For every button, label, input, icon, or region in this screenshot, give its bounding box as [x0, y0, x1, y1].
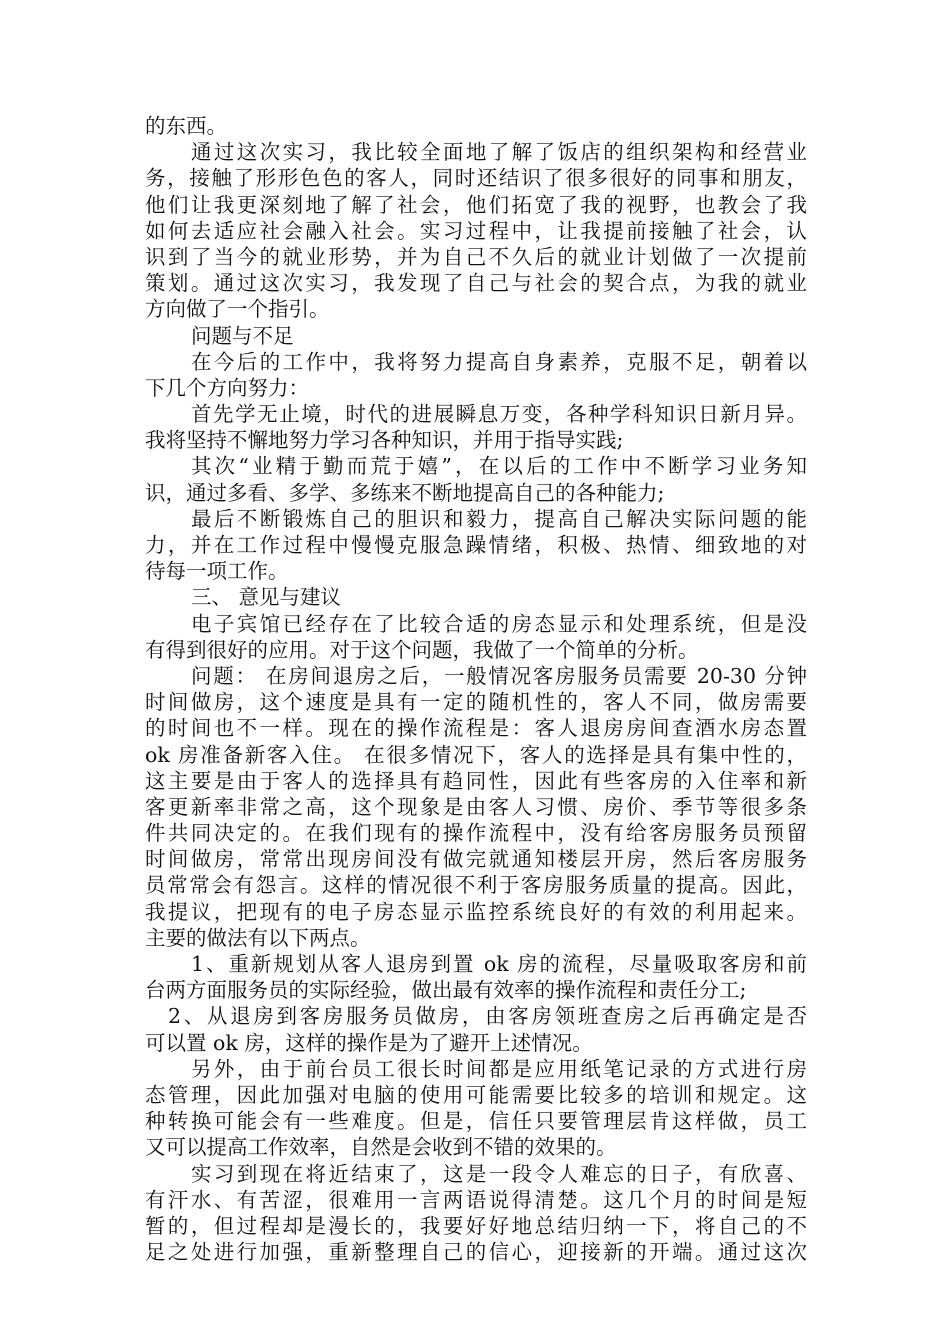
text-line: 我将坚持不懈地努力学习各种知识，并用于指导实践;	[145, 428, 624, 453]
text-line: 时间做房，常常出现房间没有做完就通知楼层开房，然后客房服务	[145, 847, 807, 872]
text-line: 1、重新规划从客人退房到置 ok 房的流程，尽量吸取客房和前	[191, 952, 807, 976]
text-line: 主要的做法有以下两点。	[145, 925, 371, 950]
text-line: 又可以提高工作效率，自然是会收到不错的效果的。	[145, 1135, 617, 1160]
text-line: 的时间也不一样。现在的操作流程是：客人退房房间查酒水房态置	[145, 716, 807, 741]
text-line: 有汗水、有苦涩，很难用一言两语说得清楚。这几个月的时间是短	[145, 1187, 807, 1212]
text-line: 力，并在工作过程中慢慢克服急躁情绪，积极、热情、细致地的对	[145, 533, 807, 557]
text-line: 的东西。	[145, 114, 227, 138]
text-line: 通过这次实习，我比较全面地了解了饭店的组织架构和经营业	[191, 140, 807, 165]
text-line: 实习到现在将近结束了，这是一段令人难忘的日子，有欣喜、	[191, 1161, 807, 1186]
text-line: 问题与不足	[191, 323, 294, 348]
text-line: 员常常会有怨言。这样的情况很不利于客房服务质量的提高。因此，	[145, 873, 807, 898]
text-line: 待每一项工作。	[145, 559, 289, 584]
text-line: 我提议，把现有的电子房态显示监控系统良好的有效的利用起来。	[145, 899, 807, 924]
text-line: 时间做房，这个速度是具有一定的随机性的，客人不同，做房需要	[145, 690, 807, 715]
text-line: 他们让我更深刻地了解了社会，他们拓宽了我的视野，也教会了我	[145, 192, 807, 217]
text-line: 识，通过多看、多学、多练来不断地提高自己的各种能力;	[145, 480, 665, 505]
text-line: 这主要是由于客人的选择具有趋同性，因此有些客房的入住率和新	[145, 768, 807, 793]
text-line: 有得到很好的应用。对于这个问题，我做了一个简单的分析。	[145, 637, 699, 662]
text-line: 台两方面服务员的实际经验，做出最有效率的操作流程和责任分工;	[145, 978, 747, 1003]
text-line: 问题： 在房间退房之后，一般情况客房服务员需要 20-30 分钟	[191, 663, 807, 688]
text-line: 可以置 ok 房，这样的操作是为了避开上述情况。	[145, 1030, 593, 1055]
document-body	[145, 113, 807, 1265]
text-line: 件共同决定的。在我们现有的操作流程中，没有给客房服务员预留	[145, 821, 807, 846]
text-line: 务，接触了形形色色的客人，同时还结识了很多很好的同事和朋友，	[145, 166, 807, 191]
text-line: 下几个方向努力：	[145, 375, 309, 400]
text-line: 足之处进行加强，重新整理自己的信心，迎接新的开端。通过这次	[145, 1240, 807, 1265]
text-line: ok 房准备新客入住。 在很多情况下，客人的选择是具有集中性的，	[145, 742, 807, 767]
text-line: 在今后的工作中，我将努力提高自身素养，克服不足，朝着以	[191, 349, 807, 374]
text-line: 三、 意见与建议	[191, 585, 342, 610]
text-line: 最后不断锻炼自己的胆识和毅力，提高自己解决实际问题的能	[191, 506, 807, 531]
text-line: 识到了当今的就业形势，并为自己不久后的就业计划做了一次提前	[145, 244, 807, 269]
text-line: 暂的，但过程却是漫长的，我要好好地总结归纳一下，将自己的不	[145, 1213, 807, 1238]
text-line: 如何去适应社会融入社会。实习过程中，让我提前接触了社会，认	[145, 218, 807, 243]
text-line: 客更新率非常之高，这个现象是由客人习惯、房价、季节等很多条	[145, 794, 807, 819]
text-line: 态管理，因此加强对电脑的使用可能需要比较多的培训和规定。这	[145, 1082, 807, 1107]
text-line: 方向做了一个指引。	[145, 297, 330, 322]
text-line: 种转换可能会有一些难度。但是，信任只要管理层肯这样做，员工	[145, 1109, 807, 1134]
text-line: 首先学无止境，时代的进展瞬息万变，各种学科知识日新月异。	[191, 402, 807, 427]
text-line: 其次“业精于勤而荒于嬉”，在以后的工作中不断学习业务知	[191, 454, 807, 479]
text-line: 策划。通过这次实习，我发现了自己与社会的契合点，为我的就业	[145, 271, 807, 296]
text-line: 2、从退房到客房服务员做房，由客房领班查房之后再确定是否	[168, 1004, 807, 1029]
text-line: 另外，由于前台员工很长时间都是应用纸笔记录的方式进行房	[191, 1056, 807, 1081]
text-line: 电子宾馆已经存在了比较合适的房态显示和处理系统，但是没	[191, 611, 807, 636]
